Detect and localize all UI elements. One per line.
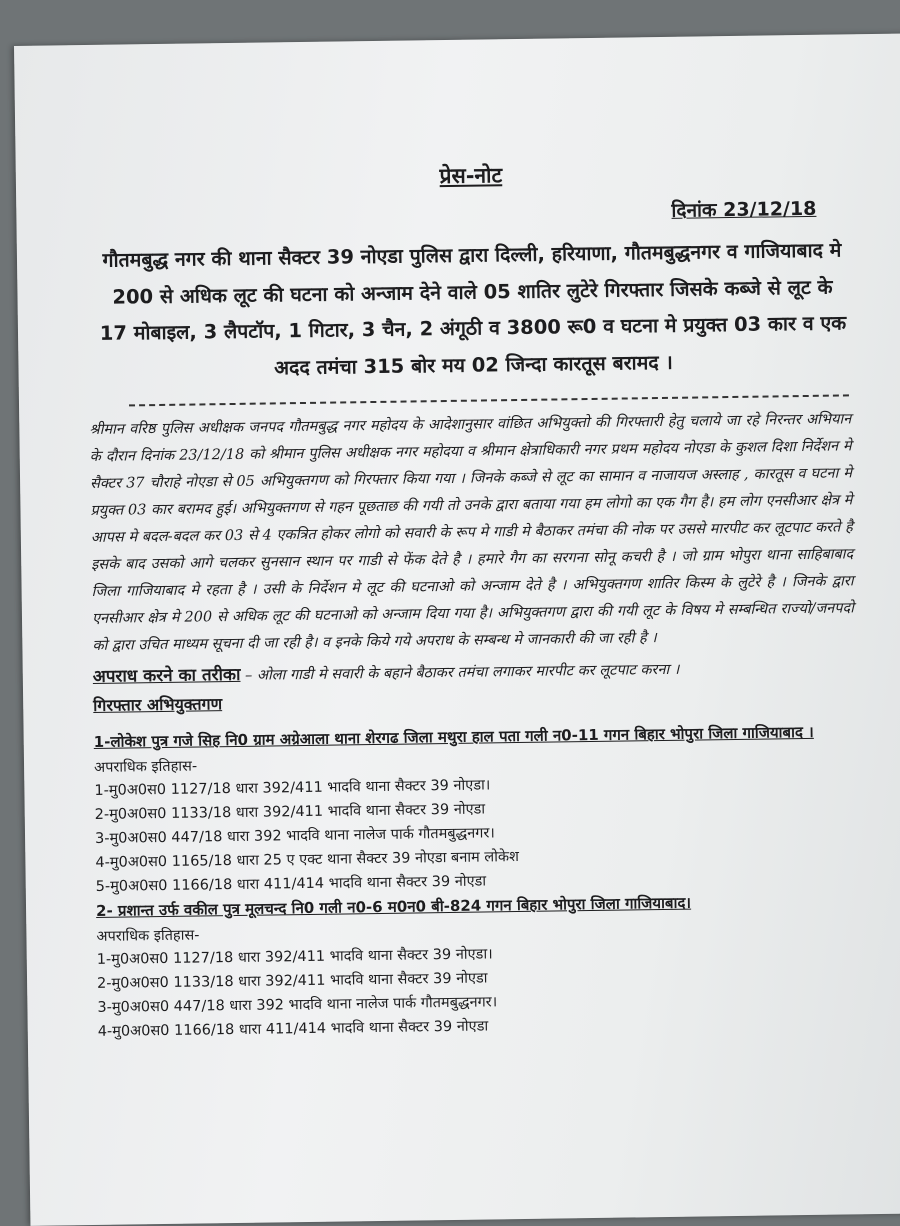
accused-block	[96, 888, 868, 1044]
method-heading: अपराध करने का तरीका	[92, 664, 241, 687]
record-line: 5-मु0अ0स0 1166/18 धारा 411/414 भादवि थाना सैक्टर 39 नोएडा	[95, 873, 487, 895]
accused-block	[94, 719, 866, 899]
history-label: अपराधिक इतिहास-	[93, 758, 198, 776]
record-line: 1-मु0अ0स0 1127/18 धारा 392/411 भादवि थाना सैक्टर 39 नोएडा।	[94, 777, 491, 799]
press-note	[85, 108, 868, 1044]
method-text: – ओला गाडी मे सवारी के बहाने बैठाकर तमंचा लगाकर मारपीट कर लूटपाट करना ।	[240, 661, 680, 684]
accused-name: 1-लोकेश पुत्र गजे सिह नि0 ग्राम अग्रेआला थाना शेरगढ जिला मथुरा हाल पता गली न0-11 गगन बिहार भोपुरा जिला गाजियाबाद ।	[93, 722, 814, 751]
record-line: 2-मु0अ0स0 1133/18 धारा 392/411 भादवि थाना सैक्टर 39 नोएडा	[96, 970, 488, 992]
record-line: 4-मु0अ0स0 1166/18 धारा 411/414 भादवि थाना सैक्टर 39 नोएडा	[97, 1018, 489, 1040]
accused-name: 2- प्रशान्त उर्फ वकील पुत्र मूलचन्द नि0 गली न0-6 म0न0 बी-824 गगन बिहार भोपुरा जिला गाजियाबाद।	[95, 893, 692, 920]
record-line: 3-मु0अ0स0 447/18 धारा 392 भादवि थाना नालेज पार्क गौतमबुद्धनगर।	[97, 994, 498, 1016]
body-paragraph: श्रीमान वरिष्ठ पुलिस अधीक्षक जनपद गौतमबुद्ध नगर महोदय के आदेशानुसार वांछित अभियुक्तो की गिरफ्तारी हेतु चलाये जा रहे निरन्तर अभियान के दौरान दिनांक 23/12/18 को श्रीमान पुलिस अधीक्षक नगर महोदया व श्रीमान क्षेत्राधिकारी नगर प्रथम महोदय नोएडा के कुशल दिशा निर्देशन मे सैक्टर 37 चौराहे नोएडा से 05 अभियुक्तगण को गिरफ्तार किया गया । जिनके कब्जे से लूट का सामान व नाजायज अस्लाह , कारतूस व घटना मे प्रयुक्त 03 कार बरामद हुई। अभियुक्तगण से गहन पूछताछ की गयी तो उनके द्वारा बताया गया हम लोगो का एक गैग है। हम लोग एनसीआर क्षेत्र मे आपस मे बदल-बदल कर 03 से 4 एकत्रित होकर लोगो को सवारी के रूप मे गाडी मे बैठाकर तमंचा की नोक पर उससे मारपीट कर लूटपाट करते है इसके बाद उसको आगे चलकर सुनसान स्थान पर गाडी से फेंक देते है । हमारे गैग का सरगना सोनू कचरी है । जो ग्राम भोपुरा थाना साहिबाबाद जिला गाजियाबाद मे रहता है । उसी के निर्देशन मे लूट की घटनाओ को अन्जाम देते है । अभियुक्तगण शातिर किस्म के लुटेरे है । जिनके द्वारा एनसीआर क्षेत्र मे 200 से अधिक लूट की घटनाओ को अन्जाम दिया गया है। अभियुक्तगण द्वारा की गयी लूट के विषय मे सम्बन्धित राज्यो/जनपदो को द्वारा उचित माध्यम सूचना दी जा रही है। व इनके किये गये अपराध के सम्बन्ध मे जानकारी की जा रही है ।	[89, 411, 855, 654]
record-line: 3-मु0अ0स0 447/18 धारा 392 भादवि थाना नालेज पार्क गौतमबुद्धनगर।	[94, 825, 495, 847]
record-line: 4-मु0अ0स0 1165/18 धारा 25 ए एक्ट थाना सैक्टर 39 नोएडा बनाम लोकेश	[95, 849, 520, 871]
record-line: 2-मु0अ0स0 1133/18 धारा 392/411 भादवि थाना सैक्टर 39 नोएडा	[94, 801, 486, 823]
headline: गौतमबुद्ध नगर की थाना सैक्टर 39 नोएडा पुलिस द्वारा दिल्ली, हरियाणा, गौतमबुद्धनगर व गाजियाबाद मे 200 से अधिक लूट की घटना को अन्जाम देने वाले 05 शातिर लुटेरे गिरफ्तार जिसके कब्जे से लूट के 17 मोबाइल, 3 लैपटॉप, 1 गिटार, 3 चैन, 2 अंगूठी व 3800 रू0 व घटना मे प्रयुक्त 03 कार व एक अदद तमंचा 315 बोर मय 02 जिन्दा कारतूस बरामद ।	[99, 238, 847, 379]
document-title: प्रेस-नोट	[439, 163, 503, 189]
divider	[129, 388, 849, 406]
document-date: दिनांक 23/12/18	[671, 197, 817, 222]
paper-sheet	[14, 33, 900, 1225]
date-row	[86, 195, 816, 231]
arrested-heading: गिरफ्तार अभियुक्तगण	[93, 694, 223, 715]
record-line: 1-मु0अ0स0 1127/18 धारा 392/411 भादवि थाना सैक्टर 39 नोएडा।	[96, 946, 493, 968]
history-label: अपराधिक इतिहास-	[96, 927, 200, 945]
